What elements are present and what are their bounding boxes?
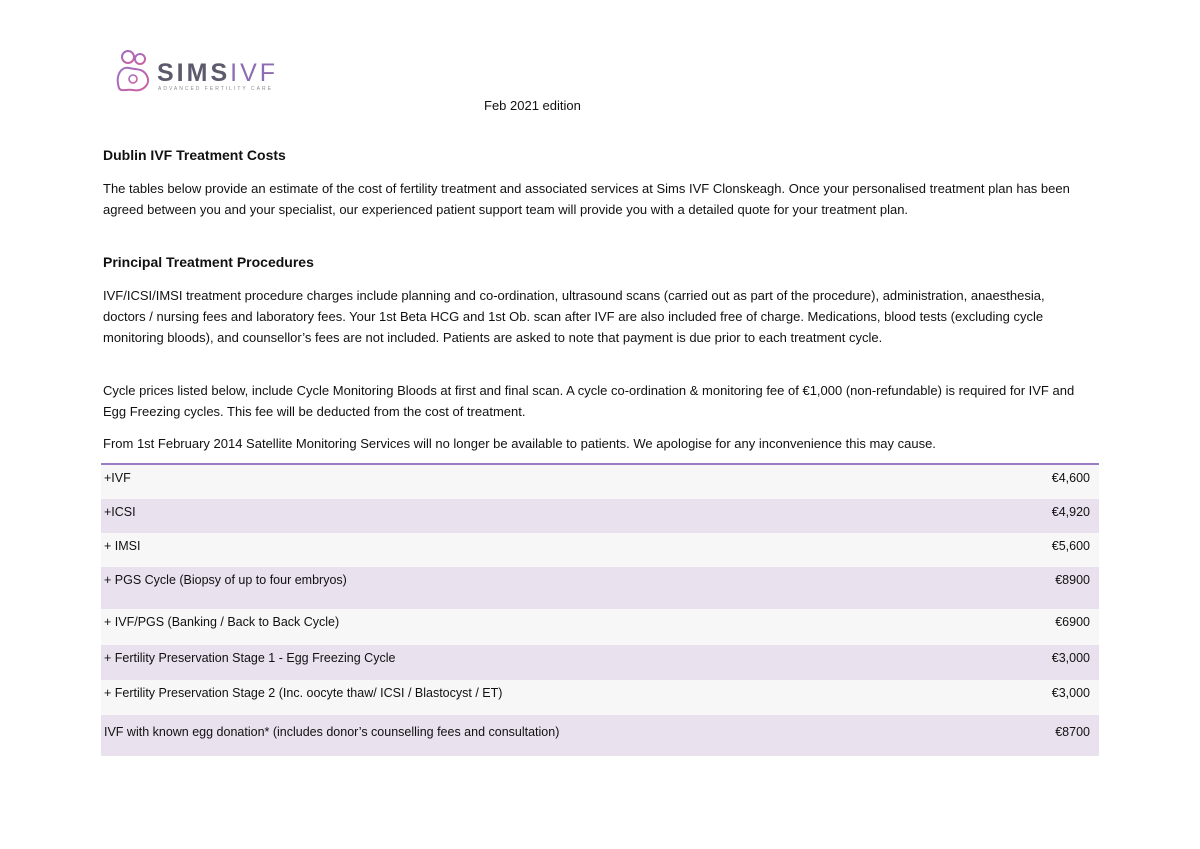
treatment-name: +IVF — [104, 471, 131, 485]
treatment-price: €3,000 — [1051, 651, 1090, 665]
treatment-name: + IVF/PGS (Banking / Back to Back Cycle) — [104, 615, 340, 629]
treatment-name: + IMSI — [104, 539, 141, 553]
section-title-costs: Dublin IVF Treatment Costs — [103, 147, 286, 163]
treatment-name: + Fertility Preservation Stage 1 - Egg Freezing Cycle — [104, 651, 396, 665]
table-row — [101, 465, 1099, 499]
treatment-name: IVF with known egg donation* (includes donor’s counselling fees and consultation) — [104, 725, 560, 739]
table-row — [101, 715, 1099, 756]
table-row — [101, 609, 1099, 645]
table-row — [101, 567, 1099, 609]
table-row — [101, 680, 1099, 715]
treatment-price: €4,920 — [1051, 505, 1090, 519]
family-logo-icon — [113, 48, 155, 94]
treatment-price: €5,600 — [1051, 539, 1090, 553]
treatment-price: €8900 — [1055, 573, 1090, 587]
cycle-prices-paragraph: Cycle prices listed below, include Cycle Monitoring Bloods at first and final scan. A cycle co-ordination & monitoring fee of €1,000 (non-refundable) is required for IVF and Egg Freezing cycles. This fee will be deducted from the cost of treatment. — [103, 383, 1075, 419]
treatment-price: €8700 — [1055, 725, 1090, 739]
treatment-price: €6900 — [1055, 615, 1090, 629]
procedures-paragraph: IVF/ICSI/IMSI treatment procedure charges include planning and co-ordination, ultrasound scans (carried out as part of the procedure), administration, anaesthesia, doctors / nursing fees and laboratory fees. Your 1st Beta HCG and 1st Ob. scan after IVF are also included free of charge. Medications, blood tests (excluding cycle monitoring bloods), and counsellor’s fees are not included. Patients are asked to note that payment is due prior to each treatment cycle. — [103, 288, 1045, 345]
treatment-price: €3,000 — [1051, 686, 1090, 700]
price-table — [101, 463, 1099, 756]
treatment-name: + Fertility Preservation Stage 2 (Inc. oocyte thaw/ ICSI / Blastocyst / ET) — [104, 686, 503, 700]
treatment-name: + PGS Cycle (Biopsy of up to four embryos) — [104, 573, 347, 587]
intro-paragraph: The tables below provide an estimate of the cost of fertility treatment and associated services at Sims IVF Clonskeagh. Once your personalised treatment plan has been agreed between you and your specialist, our experienced patient support team will provide you with a detailed quote for your treatment plan. — [103, 181, 1070, 217]
treatment-price: €4,600 — [1051, 471, 1090, 485]
table-row — [101, 533, 1099, 567]
section-title-procedures: Principal Treatment Procedures — [103, 254, 314, 270]
logo-tagline: ADVANCED FERTILITY CARE — [158, 86, 273, 92]
table-row — [101, 499, 1099, 533]
sims-ivf-logo — [113, 48, 283, 96]
satellite-notice-paragraph: From 1st February 2014 Satellite Monitoring Services will no longer be available to patients. We apologise for any inconvenience this may cause. — [103, 436, 936, 451]
treatment-name: +ICSI — [104, 505, 136, 519]
logo-wordmark: SIMSIVF — [157, 59, 279, 87]
edition-label: Feb 2021 edition — [484, 98, 581, 113]
table-row — [101, 645, 1099, 680]
